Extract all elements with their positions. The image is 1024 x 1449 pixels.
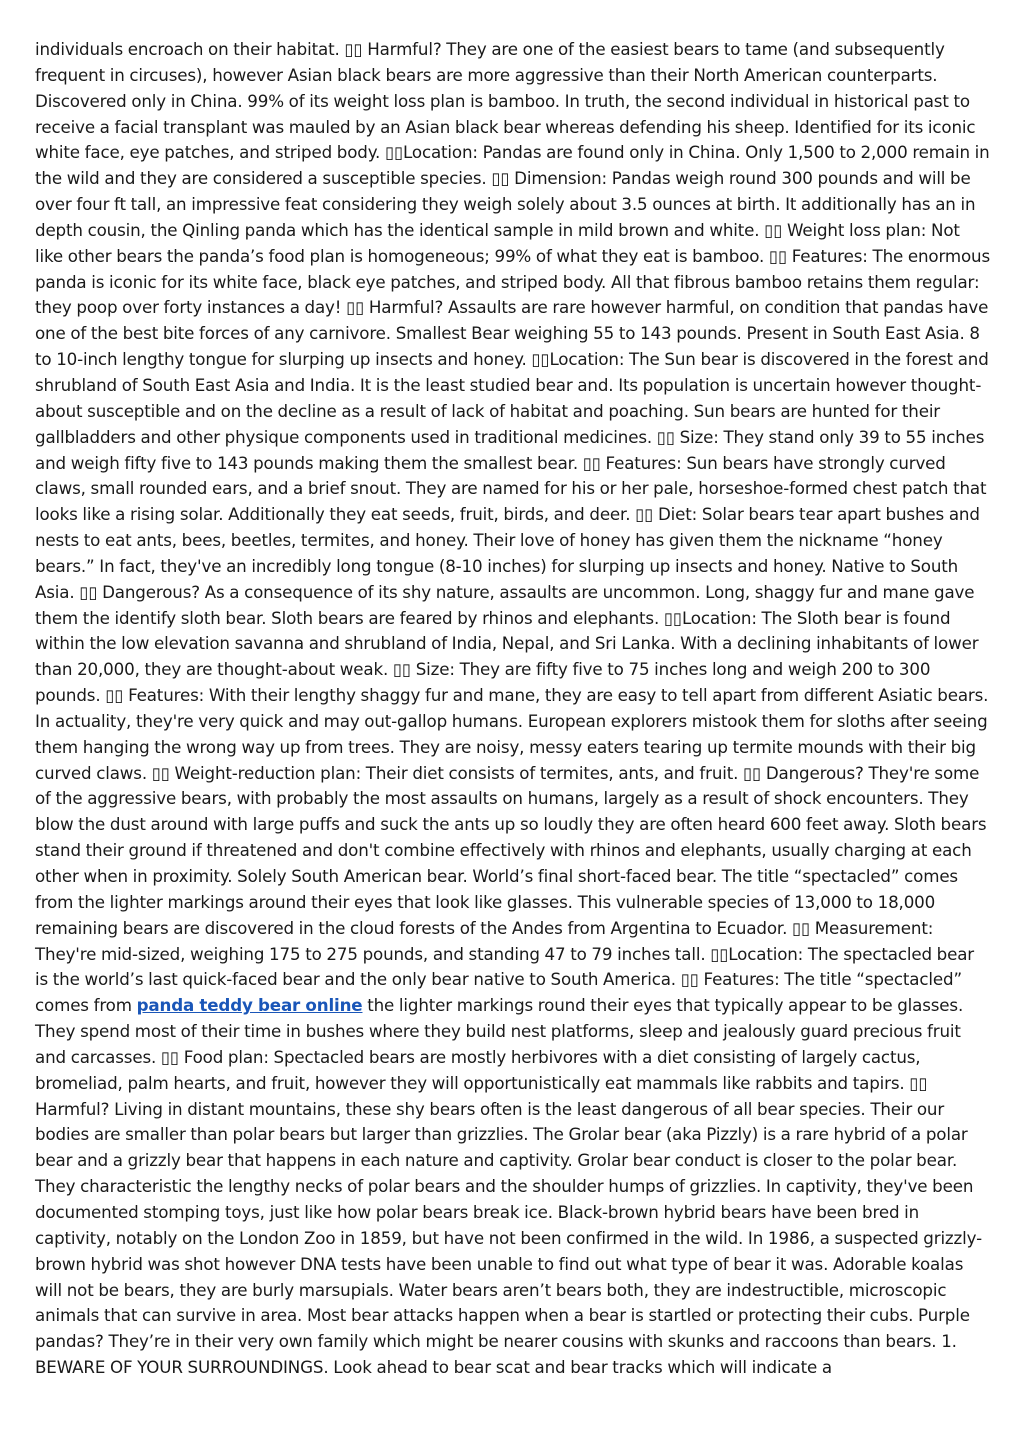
panda-teddy-bear-link[interactable]: panda teddy bear online [136, 995, 363, 1016]
paragraph-text-after-link: the lighter markings round their eyes that typically appear to be glasses. They spend most of their time in bushes where they build nest platforms, sleep and jealously guard precious fruit and carcasses. ▯▯ Food plan: Spectacled bears are mostly herbivores with a diet consisting of largely cactus, bromeliad, palm hearts, and fruit, however they will opportunistically eat mammals like rabbits and tapirs. ▯▯ Harmful? Living in distant mountains, these shy bears often is the least dangerous of all bear species. Their our bodies are smaller than polar bears but larger than grizzlies. The Grolar bear (aka Pizzly) is a rare hybrid of a polar bear and a grizzly bear that happens in each nature and captivity. Grolar bear conduct is closer to the polar bear. They characteristic the lengthy necks of polar bears and the shoulder humps of grizzlies. In captivity, they've been documented stomping toys, just like how polar bears break ice. Black-brown hybrid bears have been bred in captivity, notably on the London Zoo in 1859, but have not been confirmed in the wild. In 1986, a suspected grizzly-brown hybrid was shot however DNA tests have been unable to find out what type of bear it was. Adorable koalas will not be bears, they are burly marsupials. Water bears aren’t bears both, they are indestructible, microscopic animals that can survive in area. Most bear attacks happen when a bear is startled or protecting their cubs. Purple pandas? They’re in their very own family which might be nearer cousins with skunks and raccoons than bears. 1. BEWARE OF YOUR SURROUNDINGS. Look ahead to bear scat and bear tracks which will indicate a [35, 995, 982, 1378]
body-paragraph [35, 37, 991, 1381]
paragraph-text-before-link: individuals encroach on their habitat. ▯▯ Harmful? They are one of the easiest bears to tame (and subsequently frequent in circuses), however Asian black bears are more aggressive than their North American counterparts. Discovered only in China. 99% of its weight loss plan is bamboo. In truth, the second individual in historical past to receive a facial transplant was mauled by an Asian black bear whereas defending his sheep. Identified for its iconic white face, eye patches, and striped body. ▯▯Location: Pandas are found only in China. Only 1,500 to 2,000 remain in the wild and they are considered a susceptible species. ▯▯ Dimension: Pandas weigh round 300 pounds and will be over four ft tall, an impressive feat considering they weigh solely about 3.5 ounces at birth. It additionally has an in depth cousin, the Qinling panda which has the identical sample in mild brown and white. ▯▯ Weight loss plan: Not like other bears the panda’s food plan is homogeneous; 99% of what they eat is bamboo. ▯▯ Features: The enormous panda is iconic for its white face, black eye patches, and striped body. All that fibrous bamboo retains them regular: they poop over forty instances a day! ▯▯ Harmful? Assaults are rare however harmful, on condition that pandas have one of the best bite forces of any carnivore. Smallest Bear weighing 55 to 143 pounds. Present in South East Asia. 8 to 10-inch lengthy tongue for slurping up insects and honey. ▯▯Location: The Sun bear is discovered in the forest and shrubland of South East Asia and India. It is the least studied bear and. Its population is uncertain however thought-about susceptible and on the decline as a result of lack of habitat and poaching. Sun bears are hunted for their gallbladders and other physique components used in traditional medicines. ▯▯ Size: They stand only 39 to 55 inches and weigh fifty five to 143 pounds making them the smallest bear. ▯▯ Features: Sun bears have strongly curved claws, small rounded ears, and a brief snout. They are named for his or her pale, horseshoe-formed chest patch that looks like a rising solar. Additionally they eat seeds, fruit, birds, and deer. ▯▯ Diet: Solar bears tear apart bushes and nests to eat ants, bees, beetles, termites, and honey. Their love of honey has given them the nickname “honey bears.” In fact, they've an incredibly long tongue (8-10 inches) for slurping up insects and honey. Native to South Asia. ▯▯ Dangerous? As a consequence of its shy nature, assaults are uncommon. Long, shaggy fur and mane gave them the identify sloth bear. Sloth bears are feared by rhinos and elephants. ▯▯Location: The Sloth bear is found within the low elevation savanna and shrubland of India, Nepal, and Sri Lanka. With a declining inhabitants of lower than 20,000, they are thought-about weak. ▯▯ Size: They are fifty five to 75 inches long and weigh 200 to 300 pounds. ▯▯ Features: With their lengthy shaggy fur and mane, they are easy to tell apart from different Asiatic bears. In actuality, they're very quick and may out-gallop humans. European explorers mistook them for sloths after seeing them hanging the wrong way up from trees. They are noisy, messy eaters tearing up termite mounds with their big curved claws. ▯▯ Weight-reduction plan: Their diet consists of termites, ants, and fruit. ▯▯ Dangerous? They're some of the aggressive bears, with probably the most assaults on humans, largely as a result of shock encounters. They blow the dust around with large puffs and suck the ants up so loudly they are often heard 600 feet away. Sloth bears stand their ground if threatened and don't combine effectively with rhinos and elephants, usually charging at each other when in proximity. Solely South American bear. World’s final short-faced bear. The title “spectacled” comes from the lighter markings around their eyes that look like glasses. This vulnerable species of 13,000 to 18,000 remaining bears are discovered in the cloud forests of the Andes from Argentina to Ecuador. ▯▯ Measurement: They're mid-sized, weighing 175 to 275 pounds, and standing 47 to 79 inches tall. ▯▯Location: The spectacled bear is the world’s last quick-faced bear and the only bear native to South America. ▯▯ Features: The title “spectacled” comes from [35, 39, 991, 1016]
document-page [35, 37, 991, 1381]
